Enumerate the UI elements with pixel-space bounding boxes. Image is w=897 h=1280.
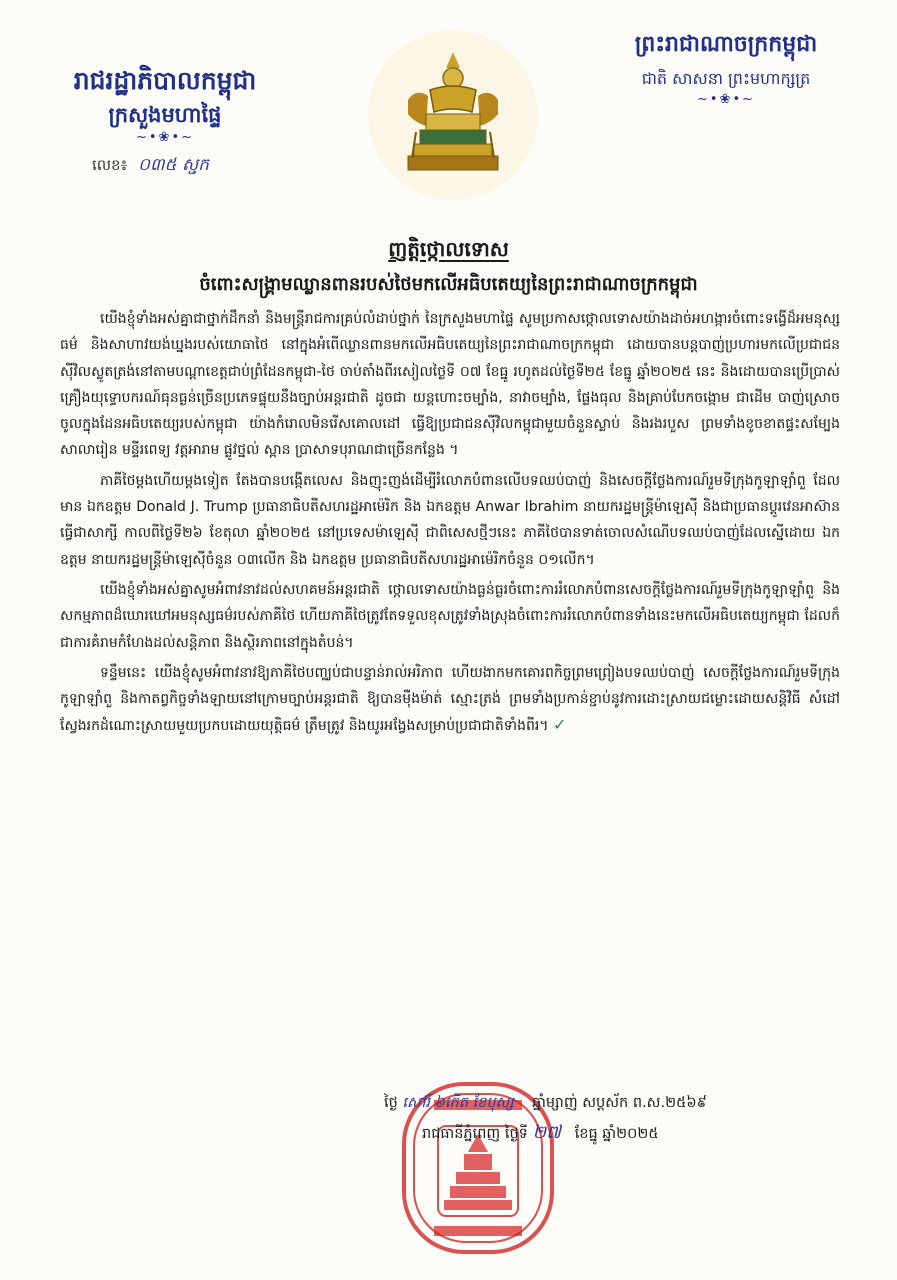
date-block <box>384 1088 854 1149</box>
place-date-prefix: រាជធានីភ្នំពេញ ថ្ងៃទី <box>422 1126 528 1142</box>
paragraph-3: យើងខ្ញុំទាំងអស់គ្នាសូមអំពាវនាវដល់សហគមន៍អន្តរជាតិ ថ្កោលទោសយ៉ាងធ្ងន់ធ្ងរចំពោះការរំលោភបំពានសេចក្តីថ្លែងការណ៍រួមទីក្រុងកូឡាឡាំពួ និងសកម្មភាពដ៏ឃោរឃៅអមនុស្សធម៌របស់ភាគីថៃ ហើយភាគីថៃត្រូវតែទទួលខុសត្រូវទាំងស្រុងចំពោះការរំលោភបំពានទាំងនេះមកលើអធិបតេយ្យកម្ពុជា ដែលក៏ជាការគំរាមកំហែងដល់សន្តិភាព និងស្ថិរភាពនៅក្នុងតំបន់។ <box>60 581 840 651</box>
ministry-name: ក្រសួងមហាផ្ទៃ <box>108 102 222 127</box>
lunar-date <box>384 1088 854 1118</box>
document-subtitle: ចំពោះសង្គ្រាមឈ្លានពានរបស់ថៃមកលើអធិបតេយ្យនៃព្រះរាជាណាចក្រកម្ពុជា <box>199 274 698 295</box>
paragraph-4 <box>60 660 840 740</box>
lunar-year: ឆ្នាំម្សាញ់ សប្តស័ក ព.ស.២៥៦៩ <box>532 1095 707 1111</box>
letter-number <box>92 154 209 179</box>
paragraph-1: យើងខ្ញុំទាំងអស់គ្នាជាថ្នាក់ដឹកនាំ និងមន្រ្តីរាជការគ្រប់លំដាប់ថ្នាក់ នៃក្រសួងមហាផ្ទៃ សូមប្រកាសថ្កោលទោសយ៉ាងដាច់អហង្ការចំពោះទង្វើដ៏អមនុស្សធម៌ និងសាហាវយង់ឃ្នងរបស់យោធាថៃ នៅក្នុងអំពើឈ្លានពានមកលើអធិបតេយ្យនៃព្រះរាជាណាចក្រកម្ពុជា ដោយបានបន្តបាញ់ប្រហារមកលើប្រជាជនស៊ីវិលស្លូតត្រង់នៅតាមបណ្តាខេត្តជាប់ព្រំដែនកម្ពុជា-ថៃ ចាប់តាំងពីរសៀលថ្ងៃទី ០៧ ខែធ្នូ រហូតដល់ថ្ងៃទី២៥ ខែធ្នូ ឆ្នាំ២០២៥ នេះ និងដោយបានប្រើប្រាស់គ្រឿងយុទ្ធោបករណ៍ធុនធ្ងន់ច្រើនប្រភេទផ្ទុយនឹងច្បាប់អន្តរជាតិ ដូចជា យន្តហោះចម្បាំង, នាវាចម្បាំង, ផ្លែងធុល និងគ្រាប់បែកចង្កោម ជាដើម បាញ់ស្រោចចូលក្នុងដែនអធិបតេយ្យរបស់កម្ពុជា យ៉ាងកំរោលមិនរើសគោលដៅ ធ្វើឱ្យប្រជាជនស៊ីវិលកម្ពុជាមួយចំនួនស្លាប់ និងរងរបួស ព្រមទាំងខូចខាតផ្ទះសម្បែង សាលារៀន មន្ទីរពេទ្យ វត្តអារាម ផ្លូវថ្នល់ ស្ពាន ប្រាសាទបុរាណជាច្រើនកន្លែង ។ <box>60 311 840 459</box>
royal-emblem <box>368 30 538 200</box>
ministry-header <box>60 64 270 146</box>
motto-ornament: ~•❀•~ <box>696 92 755 107</box>
title-block <box>40 236 857 298</box>
kingdom-name: ព្រះរាជាណាចក្រកម្ពុជា <box>634 31 818 57</box>
kingdom-header <box>601 28 851 108</box>
paragraph-4-text: ទន្ទឹមនេះ យើងខ្ញុំសូមអំពាវនាវឱ្យភាគីថៃបញ្ឈប់ជាបន្ទាន់រាល់អរិភាព ហើយងាកមកគោរពកិច្ចព្រមព្រៀងបទឈប់បាញ់ សេចក្តីថ្លែងការណ៍រួមទីក្រុងកូឡាឡាំពួ និងកាតព្វកិច្ចទាំងឡាយនៅក្រោមច្បាប់អន្តរជាតិ ឱ្យបានម៉ឺងម៉ាត់ ស្មោះត្រង់ ព្រមទាំងប្រកាន់ខ្ជាប់នូវការដោះស្រាយជម្លោះដោយសន្តិវិធី សំដៅស្វែងរកដំណោះស្រាយមួយប្រកបដោយយុត្តិធម៌ ត្រឹមត្រូវ និងយូរអង្វែងសម្រាប់ប្រជាជាតិទាំងពីរ។ <box>60 664 840 735</box>
day-handwritten: ២៧ <box>532 1122 561 1143</box>
letter-number-label: លេខ៖ <box>92 156 128 174</box>
place-date <box>384 1118 854 1149</box>
government-name: រាជរដ្ឋាភិបាលកម្ពុជា <box>73 66 257 95</box>
document-body <box>60 306 840 744</box>
document-title: ញត្តិថ្កោលទោស <box>388 237 509 261</box>
royal-emblem-icon <box>368 30 538 200</box>
letter-number-value: ០៣៥ ស្ជក <box>137 155 209 175</box>
month-year: ខែធ្នូ ឆ្នាំ២០២៥ <box>574 1126 659 1142</box>
lunar-date-handwritten: សៅរ៍ ៦កើត ខែបុស្ស <box>402 1095 514 1111</box>
header-ornament: ~•❀•~ <box>135 130 194 145</box>
initial-mark: ✓ <box>552 715 567 735</box>
national-motto: ជាតិ សាសនា ព្រះមហាក្សត្រ <box>641 69 811 88</box>
lunar-date-prefix: ថ្ងៃ <box>384 1095 398 1111</box>
paragraph-2: ភាគីថៃម្តងហើយម្តងទៀត តែងបានបង្កើតលេស និងញុះញង់ដើម្បីរំលោភបំពានលើបទឈប់បាញ់ និងសេចក្តីថ្លែងការណ៍រួមទីក្រុងកូឡាឡាំពួ ដែលមាន ឯកឧត្តម Donald J. Trump ប្រធានាធិបតីសហរដ្ឋអាម៉េរិក និង ឯកឧត្តម Anwar Ibrahim នាយករដ្ឋមន្រ្តីម៉ាឡេស៊ី និងជាប្រធានប្តូរវេនអាស៊ានធ្វើជាសាក្សី កាលពីថ្ងៃទី២៦ ខែតុលា ឆ្នាំ២០២៥ នៅប្រទេសម៉ាឡេស៊ី ជាពិសេសថ្មីៗនេះ ភាគីថៃបានទាត់ចោលសំណើបទឈប់បាញ់ដែលស្នើដោយ ឯកឧត្តម នាយករដ្ឋមន្រ្តីម៉ាឡេស៊ីចំនួន ០៣លើក និង ឯកឧត្តម ប្រធានាធិបតីសហរដ្ឋអាម៉េរិកចំនួន ០១លើក។ <box>60 472 840 568</box>
